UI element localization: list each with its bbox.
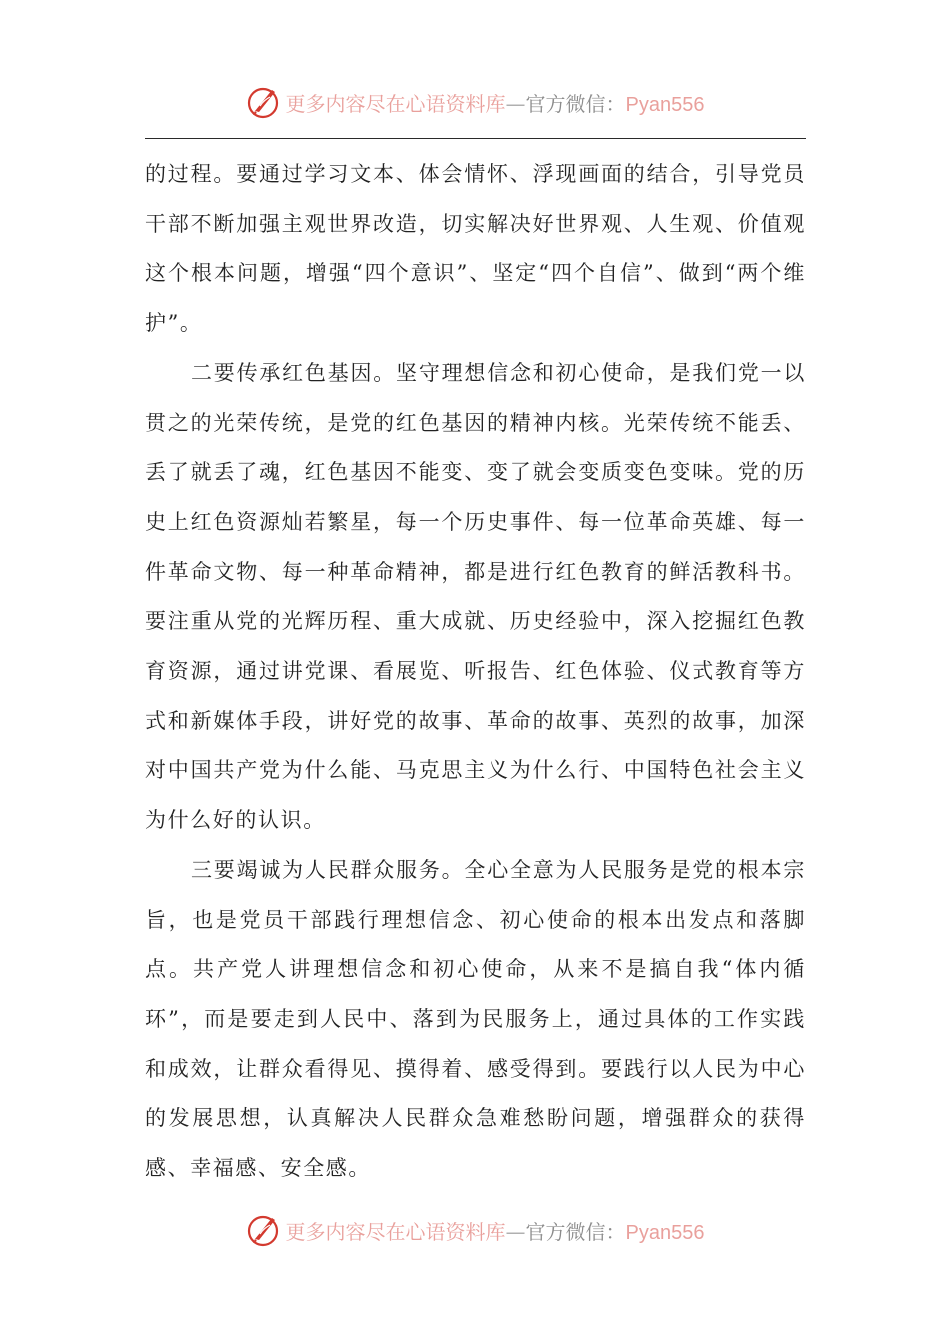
footer-wechat-id: Pyan556 (625, 1221, 705, 1244)
footer-brand: 更多内容尽在心语资料库 (285, 1219, 506, 1244)
header-banner (0, 80, 950, 124)
header-label: 官方微信： (525, 91, 626, 116)
header-wechat-id: Pyan556 (625, 93, 705, 116)
footer-dash: — (505, 1219, 526, 1244)
footer-text (286, 1216, 705, 1245)
header-text (286, 88, 705, 117)
footer-label: 官方微信： (525, 1219, 626, 1244)
quill-logo-icon (246, 84, 282, 120)
header-dash: — (505, 91, 526, 116)
quill-logo-icon (246, 1212, 282, 1248)
header-divider (145, 138, 806, 139)
paragraph-1: 的过程。要通过学习文本、体会情怀、浮现画面的结合，引导党员干部不断加强主观世界改造，切实解决好世界观、人生观、价值观这个根本问题，增强“四个意识”、坚定“四个自信”、做到“两个维护”。 (145, 162, 806, 336)
paragraph-2: 二要传承红色基因。坚守理想信念和初心使命，是我们党一以贯之的光荣传统，是党的红色基因的精神内核。光荣传统不能丢、丢了就丢了魂，红色基因不能变、变了就会变质变色变味。党的历史上红色资源灿若繁星，每一个历史事件、每一位革命英雄、每一件革命文物、每一种革命精神，都是进行红色教育的鲜活教科书。要注重从党的光辉历程、重大成就、历史经验中，深入挖掘红色教育资源，通过讲党课、看展览、听报告、红色体验、仪式教育等方式和新媒体手段，讲好党的故事、革命的故事、英烈的故事，加深对中国共产党为什么能、马克思主义为什么行、中国特色社会主义为什么好的认识。 (145, 360, 806, 833)
document-body (145, 150, 806, 1194)
header-brand: 更多内容尽在心语资料库 (285, 91, 506, 116)
footer-banner (0, 1208, 950, 1252)
paragraph-3: 三要竭诚为人民群众服务。全心全意为人民服务是党的根本宗旨，也是党员干部践行理想信念、初心使命的根本出发点和落脚点。共产党人讲理想信念和初心使命，从来不是搞自我“体内循环”，而是要走到人民中、落到为民服务上，通过具体的工作实践和成效，让群众看得见、摸得着、感受得到。要践行以人民为中心的发展思想，认真解决人民群众急难愁盼问题，增强群众的获得感、幸福感、安全感。 (145, 857, 806, 1181)
